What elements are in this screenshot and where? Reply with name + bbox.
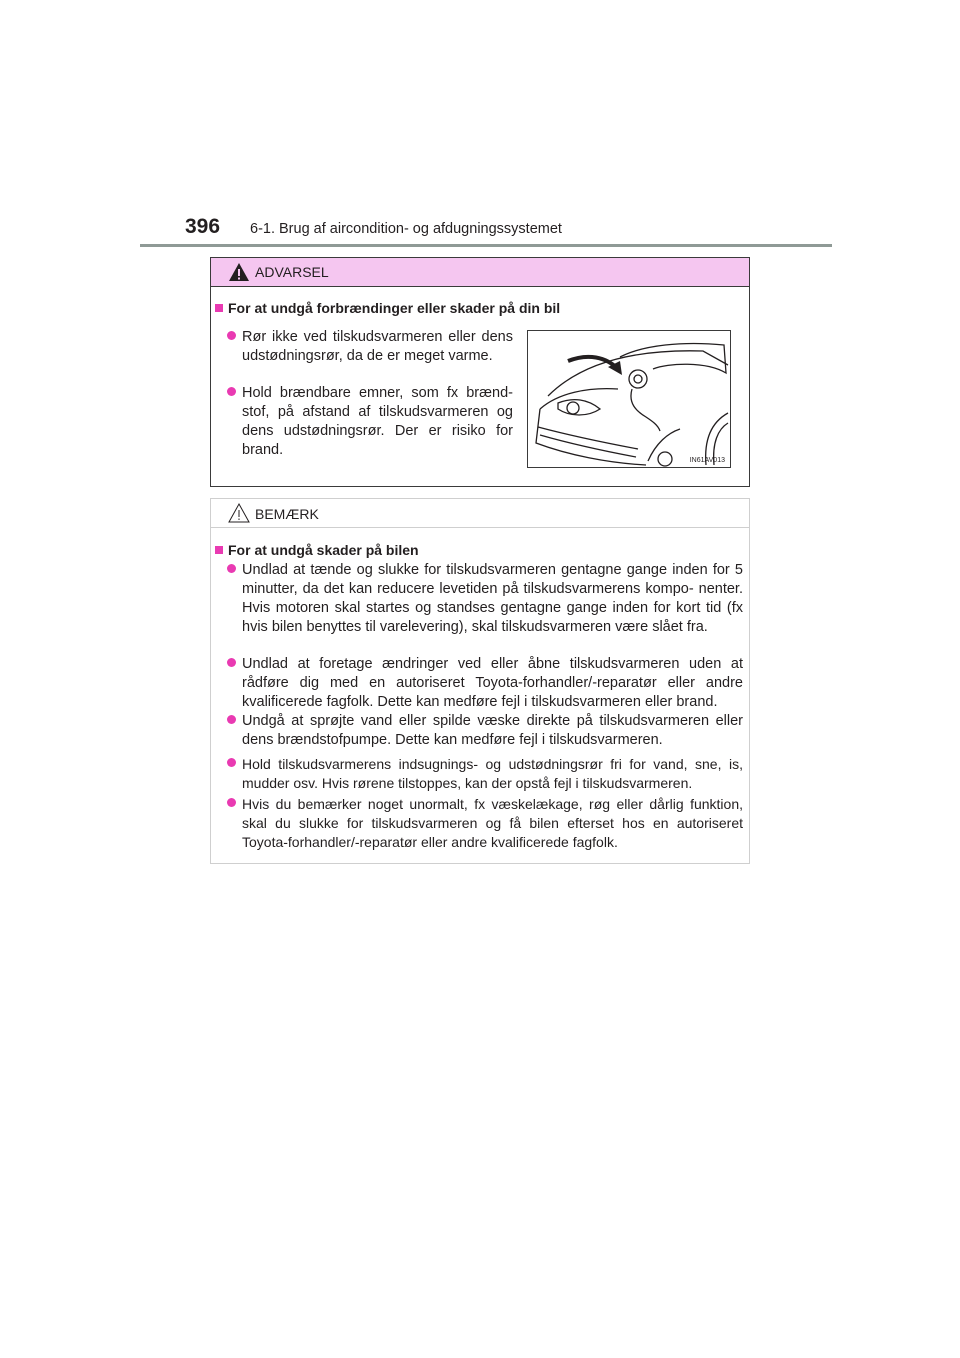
bullet-icon (227, 658, 236, 667)
square-bullet-icon (215, 304, 223, 312)
heater-illustration (527, 330, 731, 468)
warning-heading-text: For at undgå forbrændinger eller skader på din bil (228, 300, 561, 316)
notice-item-text: Hold tilskudsvarmerens indsugnings- og udstødningsrør fri for vand, sne, is, mudder osv. Hvis rørene tilstoppes, kan der opstå fejl i tilskudsvarmeren. (242, 756, 743, 791)
notice-box (210, 498, 750, 864)
page-number: 396 (185, 215, 221, 238)
section-title: 6-1. Brug af aircondition- og afdugningssystemet (250, 221, 562, 237)
caution-outline-icon (228, 502, 250, 524)
bullet-icon (227, 331, 236, 340)
bullet-icon (227, 798, 236, 807)
car-front-illustration (528, 331, 730, 467)
square-bullet-icon (215, 546, 223, 554)
notice-item (227, 755, 743, 793)
bullet-icon (227, 758, 236, 767)
warning-box (210, 257, 750, 487)
notice-item-text: Undlad at foretage ændringer ved eller åbne tilskudsvarmeren uden at rådføre dig med en autoriseret Toyota-forhandler/-reparatør eller andre kvalificerede fagfolk. Dette kan medføre fejl i tilskudsvarmeren eller brand. (242, 656, 743, 710)
notice-item-text: Undlad at tænde og slukke for tilskudsvarmeren gentagne gange inden for 5 minutter, da det kan reducere levetiden på tilskudsvarmerens kompo- nenter. Hvis motoren skal startes og standses gentagne gange inden for kort tid (fx hvis bilen benyttes til varelevering), skal tilskudsvarmeren være slået fra. (242, 562, 743, 635)
notice-heading-text: For at undgå skader på bilen (228, 542, 419, 558)
notice-item (227, 795, 743, 852)
bullet-icon (227, 387, 236, 396)
notice-heading (215, 542, 419, 558)
notice-item (227, 561, 743, 637)
warning-item (227, 328, 513, 366)
warning-item-text: Rør ikke ved tilskudsvarmeren eller dens udstødningsrør, da de er meget varme. (242, 329, 513, 364)
notice-item-text: Hvis du bemærker noget unormalt, fx væskelækage, røg eller dårlig funktion, skal du slukke for tilskudsvarmeren og få bilen efterset hos en autoriseret Toyota-forhandler/-reparatør eller andre kvalificerede fagfolk. (242, 796, 743, 850)
illustration-code: IN61AV013 (689, 457, 725, 464)
warning-heading (215, 300, 560, 316)
warning-label: ADVARSEL (255, 264, 329, 280)
notice-item-text: Undgå at sprøjte vand eller spilde væske direkte på tilskudsvarmeren eller dens brændstofpumpe. Dette kan medføre fejl i tilskudsvarmeren. (242, 713, 743, 748)
warning-item-text: Hold brændbare emner, som fx brænd- stof, på afstand af tilskudsvarmeren og dens udstødningsrør. Der er risiko for brand. (242, 385, 513, 458)
warning-item (227, 384, 513, 460)
bullet-icon (227, 564, 236, 573)
notice-item (227, 712, 743, 750)
warning-triangle-icon (228, 262, 250, 282)
notice-item (227, 655, 743, 712)
warning-header (211, 258, 749, 287)
header-rule (140, 244, 832, 247)
notice-header (211, 499, 749, 528)
bullet-icon (227, 715, 236, 724)
notice-label: BEMÆRK (255, 506, 319, 522)
